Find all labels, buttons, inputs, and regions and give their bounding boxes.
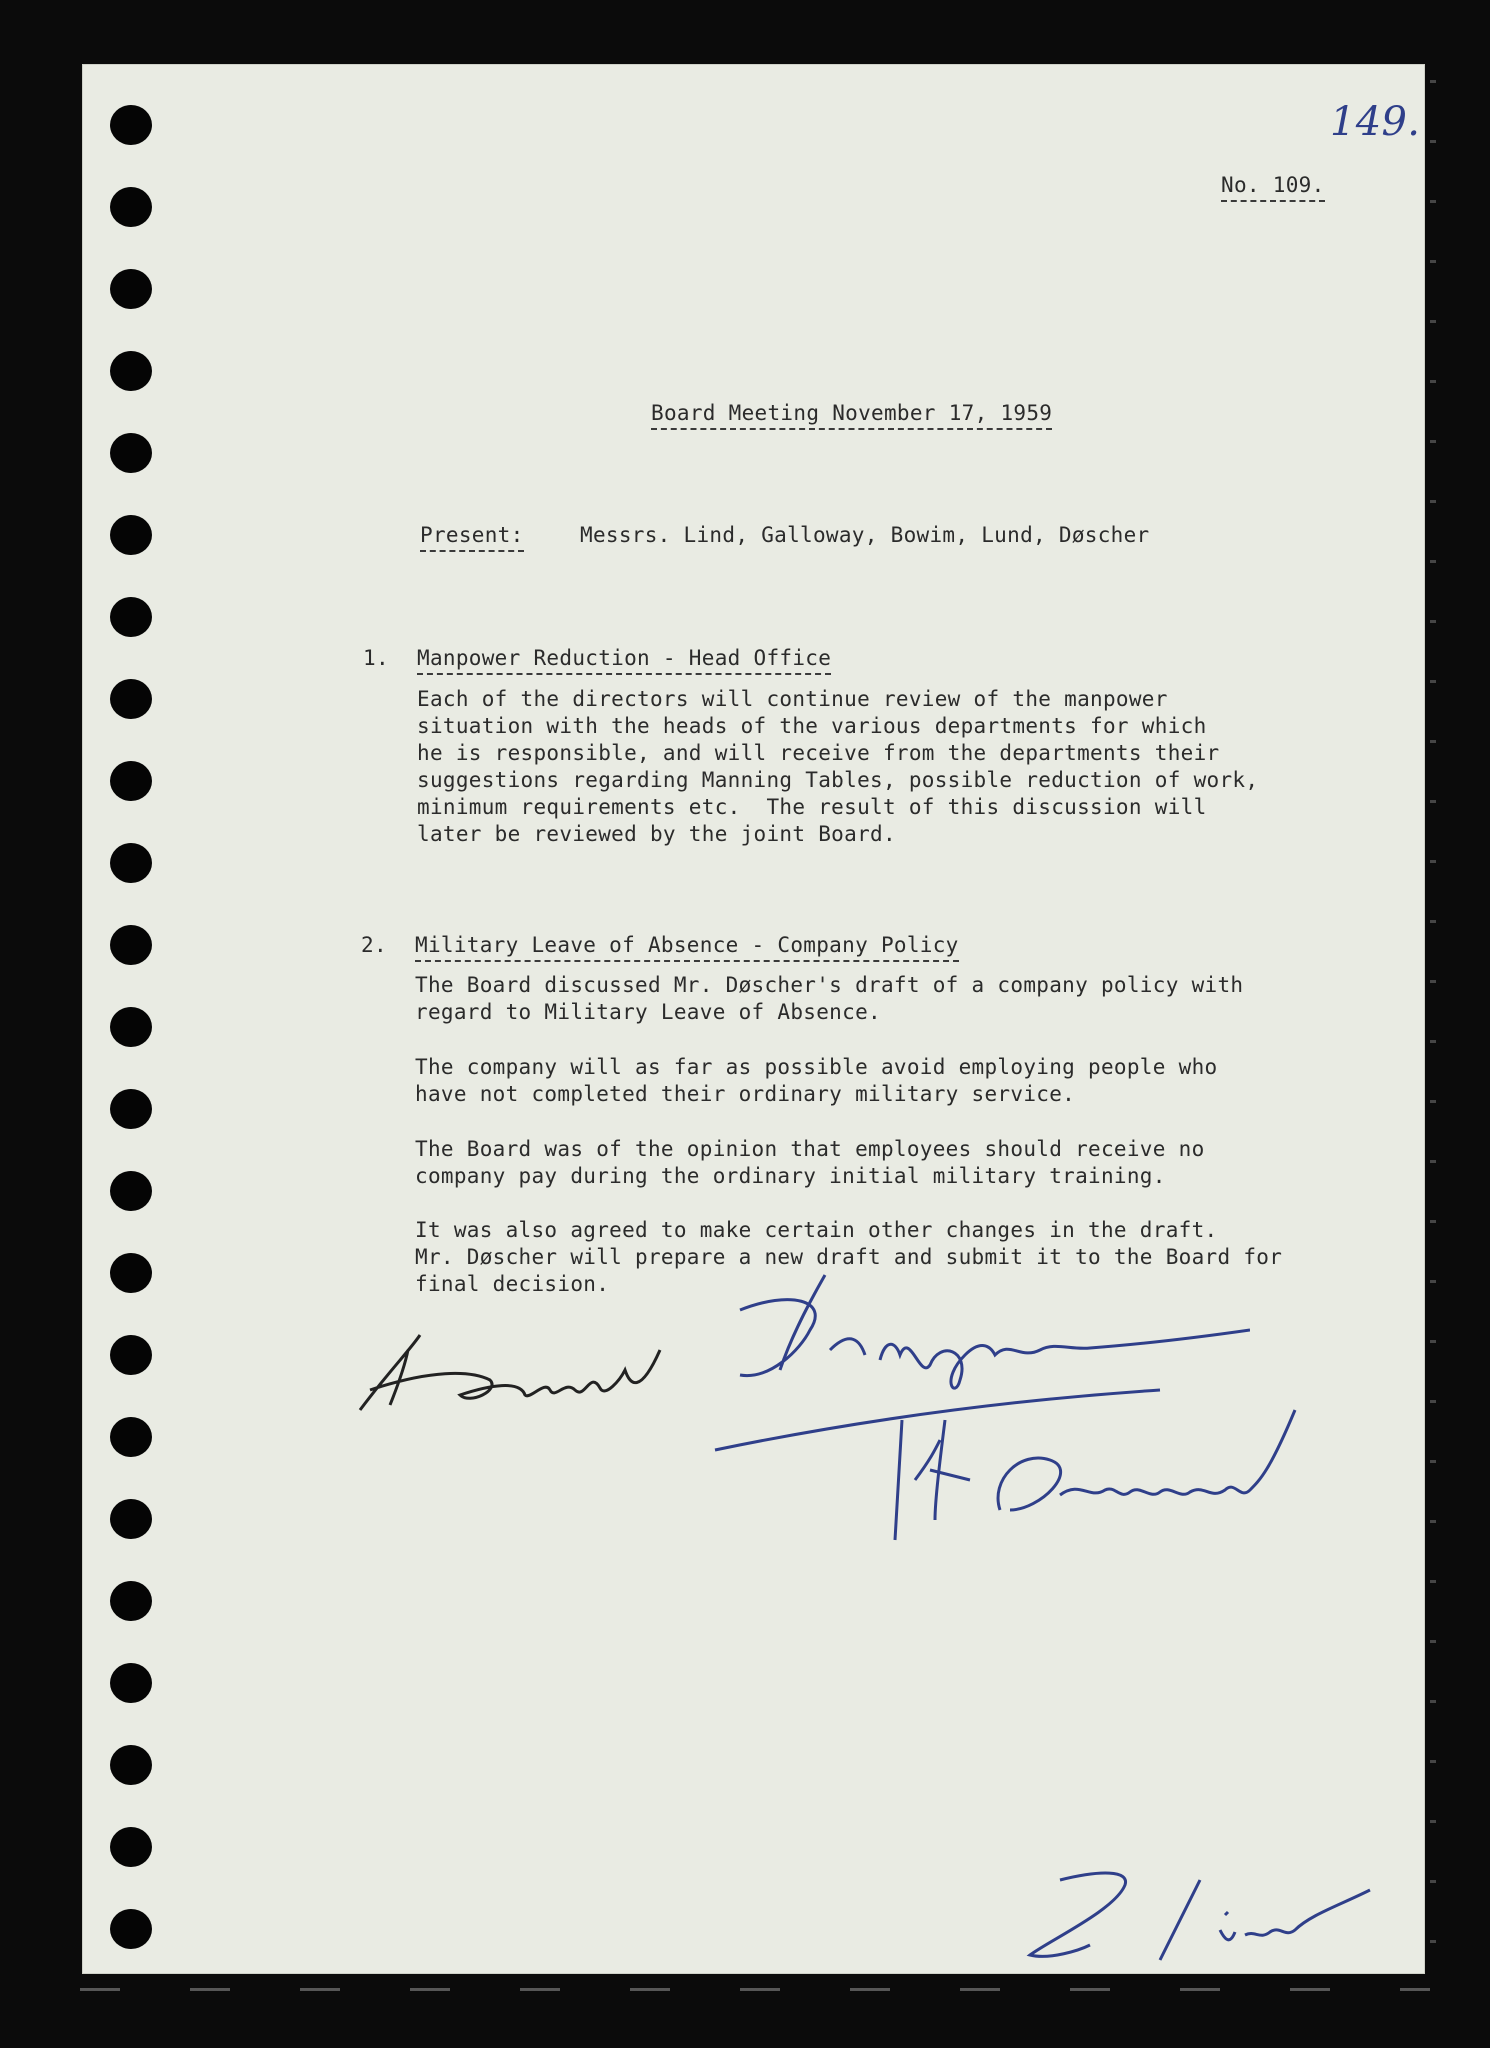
text-line: situation with the heads of the various departments for which bbox=[417, 714, 1207, 738]
binder-hole bbox=[110, 1499, 152, 1539]
binder-hole bbox=[110, 1745, 152, 1785]
signature-bowim bbox=[350, 1310, 680, 1420]
binder-hole bbox=[110, 187, 152, 227]
text-line: final decision. bbox=[415, 1272, 610, 1296]
text-line: suggestions regarding Manning Tables, possible reduction of work, bbox=[417, 768, 1259, 792]
item-1-heading: Manpower Reduction - Head Office bbox=[417, 645, 831, 675]
item-2-number: 2. bbox=[361, 933, 387, 957]
binder-hole bbox=[110, 515, 152, 555]
text-line: The company will as far as possible avoid employing people who bbox=[415, 1055, 1218, 1079]
signature-lund bbox=[1020, 1860, 1380, 1970]
present-names: Messrs. Lind, Galloway, Bowim, Lund, Døscher bbox=[580, 523, 1150, 547]
binder-hole bbox=[110, 1335, 152, 1375]
text-line: have not completed their ordinary military service. bbox=[415, 1082, 1076, 1106]
binder-hole bbox=[110, 433, 152, 473]
binder-hole bbox=[110, 597, 152, 637]
text-line: later be reviewed by the joint Board. bbox=[417, 822, 896, 846]
page-bottom-edge bbox=[80, 1988, 1430, 1991]
binder-hole bbox=[110, 925, 152, 965]
text-line: The Board discussed Mr. Døscher's draft of a company policy with bbox=[415, 973, 1244, 997]
binder-hole bbox=[110, 843, 152, 883]
binder-hole bbox=[110, 1581, 152, 1621]
binder-hole bbox=[110, 351, 152, 391]
page-title: Board Meeting November 17, 1959 bbox=[651, 400, 1052, 430]
binder-hole bbox=[110, 1253, 152, 1293]
text-line: company pay during the ordinary initial military training. bbox=[415, 1164, 1166, 1188]
binder-hole bbox=[110, 1909, 152, 1949]
text-line: Mr. Døscher will prepare a new draft and submit it to the Board for bbox=[415, 1245, 1283, 1269]
document-number: No. 109. bbox=[1221, 172, 1325, 202]
binder-hole bbox=[110, 1417, 152, 1457]
item-2-paragraph-1 bbox=[415, 972, 1243, 1026]
present-label: Present: bbox=[420, 522, 524, 552]
item-2-paragraph-2 bbox=[415, 1054, 1217, 1108]
binder-hole bbox=[110, 1007, 152, 1047]
text-line: It was also agreed to make certain other changes in the draft. bbox=[415, 1218, 1218, 1242]
text-line: he is responsible, and will receive from the departments their bbox=[417, 741, 1220, 765]
item-2-paragraph-3 bbox=[415, 1136, 1205, 1190]
binder-hole bbox=[110, 1089, 152, 1129]
binder-hole bbox=[110, 761, 152, 801]
binder-hole bbox=[110, 1171, 152, 1211]
item-2-heading: Military Leave of Absence - Company Policy bbox=[415, 932, 959, 962]
binder-hole bbox=[110, 269, 152, 309]
binder-hole bbox=[110, 1827, 152, 1867]
text-line: The Board was of the opinion that employees should receive no bbox=[415, 1137, 1205, 1161]
page-edge bbox=[1430, 80, 1436, 1960]
text-line: regard to Military Leave of Absence. bbox=[415, 1000, 881, 1024]
text-line: Each of the directors will continue review of the manpower bbox=[417, 687, 1168, 711]
text-line: minimum requirements etc. The result of this discussion will bbox=[417, 795, 1207, 819]
binder-hole bbox=[110, 679, 152, 719]
item-1-paragraph-1 bbox=[417, 686, 1258, 848]
binder-hole bbox=[110, 1663, 152, 1703]
handwritten-page-number: 149. bbox=[1330, 99, 1421, 145]
signature-galloway bbox=[890, 1400, 1300, 1550]
item-1-number: 1. bbox=[363, 646, 389, 670]
binder-hole bbox=[110, 105, 152, 145]
